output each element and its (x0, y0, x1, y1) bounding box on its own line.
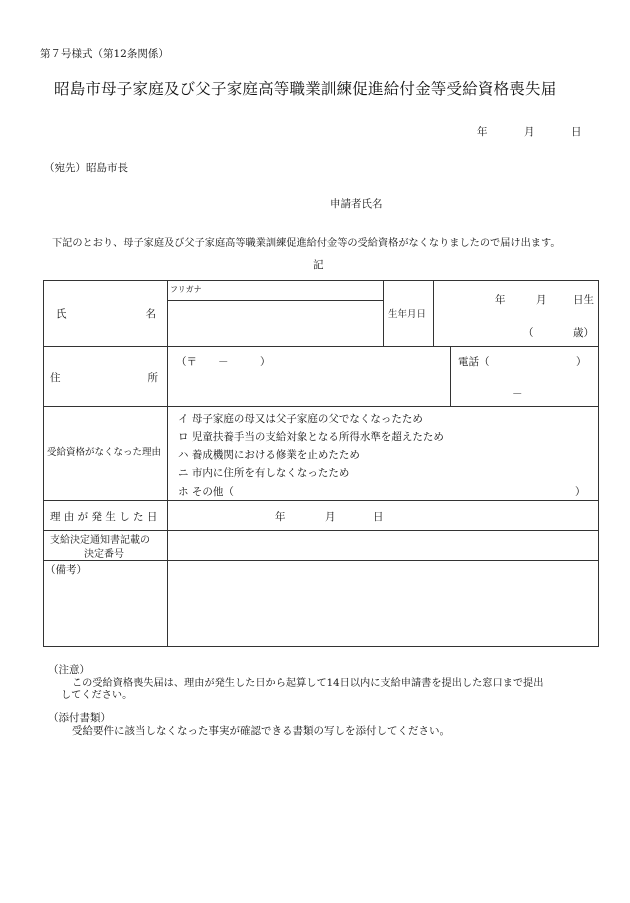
postal-close: ） (260, 356, 271, 368)
table-border-bottom (43, 646, 599, 647)
applicant-name-label: 申請者氏名 (330, 198, 383, 210)
table-border-top (43, 280, 599, 281)
name-label-char2: 名 (145, 308, 156, 320)
notes-heading: （注意） (48, 664, 90, 676)
row-sep-decision (43, 560, 599, 561)
address-label (50, 370, 158, 385)
date-month-label: 月 (524, 126, 535, 138)
occurred-day-label: 日 (373, 511, 384, 523)
date-year-label: 年 (477, 126, 488, 138)
reason-item-2: ロ 児童扶養手当の支給対象となる所得水準を超えたため (178, 431, 444, 443)
notes-text-line2: してください。 (61, 690, 133, 701)
row-sep-address (43, 406, 599, 407)
label-column-divider (167, 280, 168, 646)
birth-label-right-divider (433, 280, 434, 346)
postal-dash: － (218, 356, 229, 368)
form-title: 昭島市母子家庭及び父子家庭高等職業訓練促進給付金等受給資格喪失届 (54, 80, 557, 98)
attachments-heading: （添付書類） (48, 712, 111, 724)
addressee: （宛先）昭島市長 (44, 162, 128, 174)
age-open: （ (523, 327, 534, 339)
reason-item-1: イ 母子家庭の母又は父子家庭の父でなくなったため (178, 413, 423, 425)
decision-label-line2: 決定番号 (84, 549, 124, 560)
address-label-char2: 所 (147, 372, 158, 384)
phone-dash: － (512, 388, 523, 400)
birth-day-label: 日生 (573, 294, 594, 306)
ki-heading: 記 (313, 259, 324, 271)
date-day-label: 日 (571, 126, 582, 138)
phone-divider (450, 346, 451, 406)
remarks-label: （備考） (45, 564, 87, 576)
table-border-right (598, 280, 599, 646)
occurred-year-label: 年 (275, 511, 286, 523)
birth-month-label: 月 (536, 294, 547, 306)
postal-mark: （〒 (176, 356, 197, 368)
occurred-date-label: 理 由 が 発 生 し た 日 (50, 511, 158, 523)
row-sep-reason (43, 500, 599, 501)
row-sep-name (43, 346, 599, 347)
name-label-char1: 氏 (56, 308, 67, 320)
furigana-divider (167, 300, 383, 301)
birth-year-label: 年 (495, 294, 506, 306)
reason-item-3: ハ 養成機関における修業を止めたため (178, 449, 360, 461)
decision-label-line1: 支給決定通知書記載の (50, 535, 150, 546)
phone-close: ） (576, 356, 587, 368)
occurred-month-label: 月 (325, 511, 336, 523)
reason-other-close: ） (575, 486, 586, 498)
attachments-text: 受給要件に該当しなくなった事実が確認できる書類の写しを添付してください。 (72, 725, 450, 737)
birth-label-left-divider (383, 280, 384, 346)
phone-label: 電話（ (458, 356, 490, 368)
form-number: 第７号様式（第12条関係） (40, 48, 169, 60)
reason-item-4: ニ 市内に住所を有しなくなったため (178, 467, 350, 479)
reason-item-5: ホ その他（ (178, 486, 234, 498)
age-label: 歳） (573, 327, 594, 339)
intro-text: 下記のとおり、母子家庭及び父子家庭高等職業訓練促進給付金等の受給資格がなくなりましたので届け出ます。 (52, 238, 561, 249)
table-border-left (43, 280, 44, 646)
birth-date-label: 生年月日 (388, 309, 427, 320)
name-label (56, 306, 156, 321)
notes-text-line1: この受給資格喪失届は、理由が発生した日から起算して14日以内に支給申請書を提出した窓口まで提出 (72, 678, 544, 689)
furigana-label: フリガナ (170, 285, 202, 294)
address-label-char1: 住 (50, 372, 61, 384)
reason-label: 受給資格がなくなった理由 (47, 447, 162, 458)
